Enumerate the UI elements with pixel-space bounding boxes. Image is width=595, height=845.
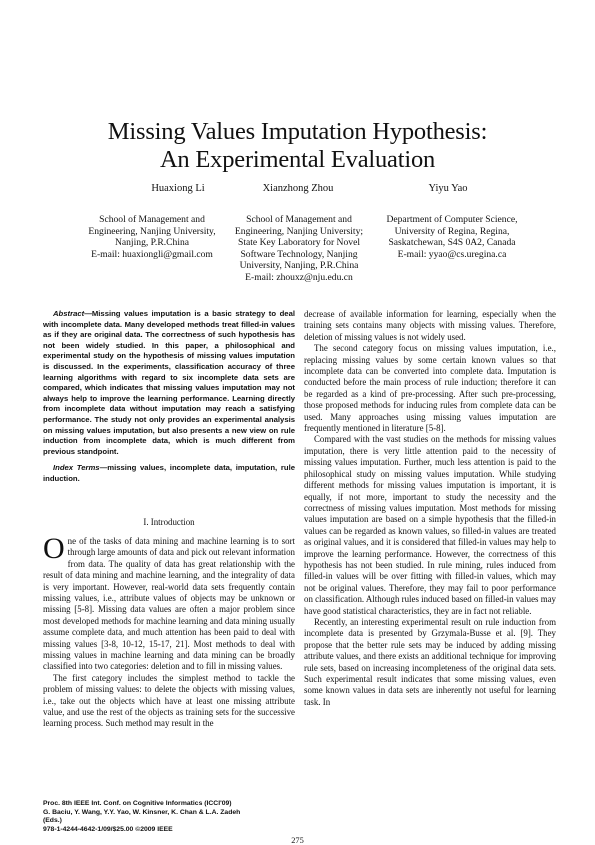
abstract: [43, 309, 295, 485]
page-number: 275: [291, 836, 304, 845]
abstract-paragraph: Abstract—Missing values imputation is a basic strategy to deal with incomplete data. Many developed methods treat filled-in values as if they are original data. The correctness of such hypothesis has not been widely studied. In this paper, a philosophical and experimental study on the hypothesis of missing values imputation is discussed. In the experiments, classification accuracy of three learning algorithms with regard to six incomplete data sets are compared, which indicates that missing values imputation may not always help to improve the learning performance. Learning directly from incomplete data without imputation may reach a satisfying performance. The study not only provides an experimental analysis on missing values imputation, but also presents a new view on rule induction from incomplete data, which is much different from previous standpoint.: [43, 309, 295, 456]
drop-cap: O: [43, 531, 65, 565]
paper-title: [0, 118, 595, 174]
paper-title-line-1: Missing Values Imputation Hypothesis:: [107, 118, 488, 145]
section-heading: I. Introduction: [143, 516, 195, 527]
affiliation-line: State Key Laboratory for Novel: [237, 237, 360, 249]
footer-line: Proc. 8th IEEE Int. Conf. on Cognitive Informatics (ICCI'09): [43, 800, 232, 807]
affiliation-line: University of Regina, Regina,: [394, 225, 510, 237]
intro-paragraph: The first category includes the simplest method to tackle the problem of missing values: to delete the objects with missing values, i.e., take out the objects which have at least one missing attribute value, and use the rest of the objects as training sets for the successive learning process. Such method may result in the: [43, 672, 295, 729]
body-paragraph: Recently, an interesting experimental result on rule induction from incomplete data is presented by Grzymala-Busse et al. [9]. They propose that the better rule sets may be induced by adding missing attribute values, and there exists an additional technique for improving rule sets, based on increasing incompleteness of the original data sets. Such experimental result indicates that some missing values, even some known values in data sets are inherently not useful for learning task. In: [304, 616, 556, 707]
index-terms: Index Terms—missing values, incomplete data, imputation, rule induction.: [43, 463, 295, 483]
author-name: Xianzhong Zhou: [262, 183, 334, 194]
author-email: E-mail: huaxiongli@gmail.com: [91, 248, 213, 260]
body-paragraph: The second category focus on missing values imputation, i.e., replacing missing values by some certain known values so that incomplete data can be converted into complete data. Imputation is conducted before the main process of rule induction; therefore it can be regarded as a kind of pre-processing. After such pre-processing, those proposed methods for inducing rules from complete data can be used. Many approaches using missing values imputation are frequently mentioned in literature [5-8].: [304, 343, 556, 434]
author-affiliation: [364, 214, 540, 260]
footer-line: G. Baciu, Y. Wang, Y.Y. Yao, W. Kinsner, K. Chan & L.A. Zadeh (Eds.): [43, 808, 241, 825]
body-paragraph: Compared with the vast studies on the methods for missing values imputation, there is very little attention paid to the necessity of missing values imputation. Further, much less attention is paid to the philosophical study on missing values imputation. While studying different methods for missing values imputation is important, it is equally, if not more, important to study the necessity and the correctness of missing values imputation. Most methods for missing values imputation are based on a simple hypothesis that the filled-in values can be regarded as known values, so filled-in values are treated as original values, and it is considered that filled-in values may help to improve the learning performance. However, the correctness of this hypothesis has not been studied. In rule mining, rules induced from filled-in values will be over fitting with filled-in values, which may not be original values. Therefore, they may fail to poor performance on classification. Although rules induced based on filled-in values may have good statistical characteristics, they are in fact not reliable.: [304, 434, 556, 616]
affiliation-line: School of Management and: [246, 214, 352, 225]
intro-paragraph-text: ne of the tasks of data mining and machine learning is to sort through large amounts of data and pick out relevant information from data. The quality of data has great relationship with the result of data mining and machine learning, and the integrality of data is very important. However, real-world data sets frequently contain missing values, i.e., attribute values of objects may be unknown or missing [5-8]. Missing data values are often a major problem since most developed methods for machine learning and data mining usually assume complete data, and much attention has been paid to deal with missing values [3-8, 10-12, 15-17, 21]. Most methods to deal with missing values in machine learning and data mining can be broadly classified into two categories: deletion and to fill in missing values.: [43, 535, 295, 672]
paper-title-line-2: An Experimental Evaluation: [159, 146, 436, 173]
affiliation-line: Nanjing, P.R.China: [114, 237, 190, 249]
left-column: [43, 309, 295, 730]
index-terms-label: Index Terms: [53, 463, 100, 473]
author-affiliation: [211, 214, 387, 284]
body-paragraph: decrease of available information for learning, especially when the training sets contains many objects with missing values. Therefore, deletion of missing values is not widely used.: [304, 309, 556, 342]
abstract-label: Abstract: [53, 309, 85, 318]
abstract-text: Missing values imputation is a basic strategy to deal with incomplete data. Many developed methods treat filled-in values as if they are original data. The correctness of such hypothesis has not been widely studied. In this paper, a philosophical and experimental study on the hypothesis of missing values imputation is discussed. In the experiments, classification accuracy of three learning algorithms with regard to six incomplete data sets are compared, which indicates that missing values imputation may not always help to improve the learning performance. Learning directly from incomplete data without imputation may reach a satisfying performance. The study not only provides an experimental analysis on missing values imputation, but also presents a new view on rule induction from incomplete data, which is much different from previous standpoint.: [43, 309, 295, 456]
affiliation-line: University, Nanjing, P.R.China: [239, 260, 359, 272]
affiliation-line: Saskatchewan, S4S 0A2, Canada: [388, 237, 516, 249]
author-name: Yiyu Yao: [428, 183, 468, 194]
index-terms-text: missing values, incomplete data, imputation, rule induction.: [43, 463, 295, 483]
author-name: Huaxiong Li: [151, 183, 205, 194]
affiliation-line: School of Management and: [99, 214, 205, 225]
affiliation-line: Engineering, Nanjing University;: [234, 225, 364, 237]
author-email: E-mail: yyao@cs.uregina.ca: [397, 248, 507, 260]
affiliation-line: Engineering, Nanjing University,: [88, 225, 216, 237]
affiliation-line: Software Technology, Nanjing: [240, 248, 358, 260]
intro-paragraph: [43, 531, 295, 673]
publication-footer: [43, 800, 243, 834]
author-email: E-mail: zhouxz@nju.edu.cn: [245, 271, 353, 283]
footer-line: 978-1-4244-4642-1/09/$25.00 ©2009 IEEE: [43, 825, 173, 833]
right-column: [304, 309, 556, 708]
affiliation-line: Department of Computer Science,: [386, 214, 518, 225]
